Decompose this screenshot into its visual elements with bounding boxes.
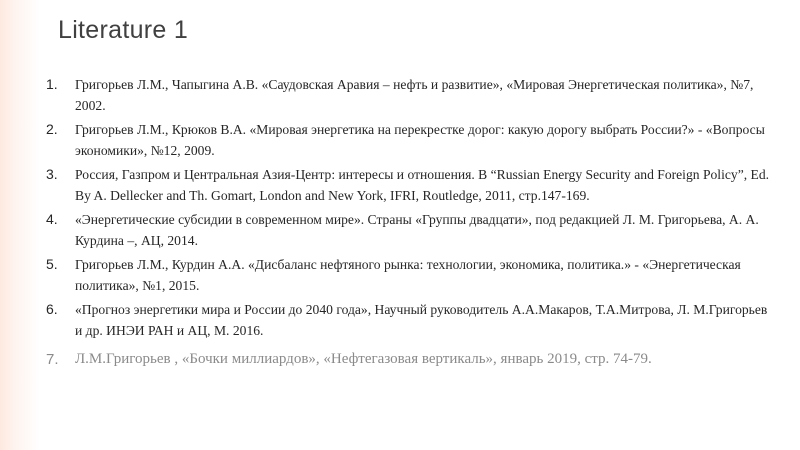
reference-item-muted	[40, 349, 770, 370]
reference-number: 3.	[46, 166, 58, 182]
reference-number: 4.	[46, 211, 58, 227]
reference-text: «Прогноз энергетики мира и России до 2040 года», Научный руководитель А.А.Макаров, Т.А.Митрова, Л. М.Григорьев и др. ИНЭИ РАН и АЦ, М. 2016.	[75, 302, 768, 338]
reference-text: Григорьев Л.М., Чапыгина А.В. «Саудовская Аравия – нефть и развитие», «Мировая Энергетическая политика», №7, 2002.	[75, 77, 754, 113]
slide-title: Literature 1	[58, 16, 189, 44]
reference-number: 6.	[46, 301, 58, 317]
reference-number: 2.	[46, 121, 58, 137]
reference-text: Григорьев Л.М., Курдин А.А. «Дисбаланс нефтяного рынка: технологии, экономика, политика.» - «Энергетическая политика», №1, 2015.	[75, 257, 741, 293]
reference-number: 1.	[46, 76, 58, 92]
reference-item	[40, 254, 770, 296]
reference-item	[40, 299, 770, 341]
reference-number: 7.	[46, 351, 59, 368]
reference-number: 5.	[46, 256, 58, 272]
reference-text: Григорьев Л.М., Крюков В.А. «Мировая энергетика на перекрестке дорог: какую дорогу выбрать России?» - «Вопросы экономики», №12, 2009.	[75, 122, 765, 158]
reference-text: Л.М.Григорьев , «Бочки миллиардов», «Нефтегазовая вертикаль», январь 2019, стр. 74-79.	[75, 351, 652, 367]
reference-list	[40, 74, 770, 373]
reference-text: Россия, Газпром и Центральная Азия-Центр: интересы и отношения. В “Russian Energy Security and Foreign Policy”, Ed. By A. Dellecker and Th. Gomart, London and New York, IFRI, Routledge, 2011, стр.147-169.	[75, 167, 770, 203]
reference-text: «Энергетические субсидии в современном мире». Страны «Группы двадцати», под редакцией Л. М. Григорьева, А. А. Курдина –, АЦ, 2014.	[75, 212, 759, 248]
reference-item	[40, 209, 770, 251]
reference-item	[40, 119, 770, 161]
reference-item	[40, 164, 770, 206]
reference-item	[40, 74, 770, 116]
